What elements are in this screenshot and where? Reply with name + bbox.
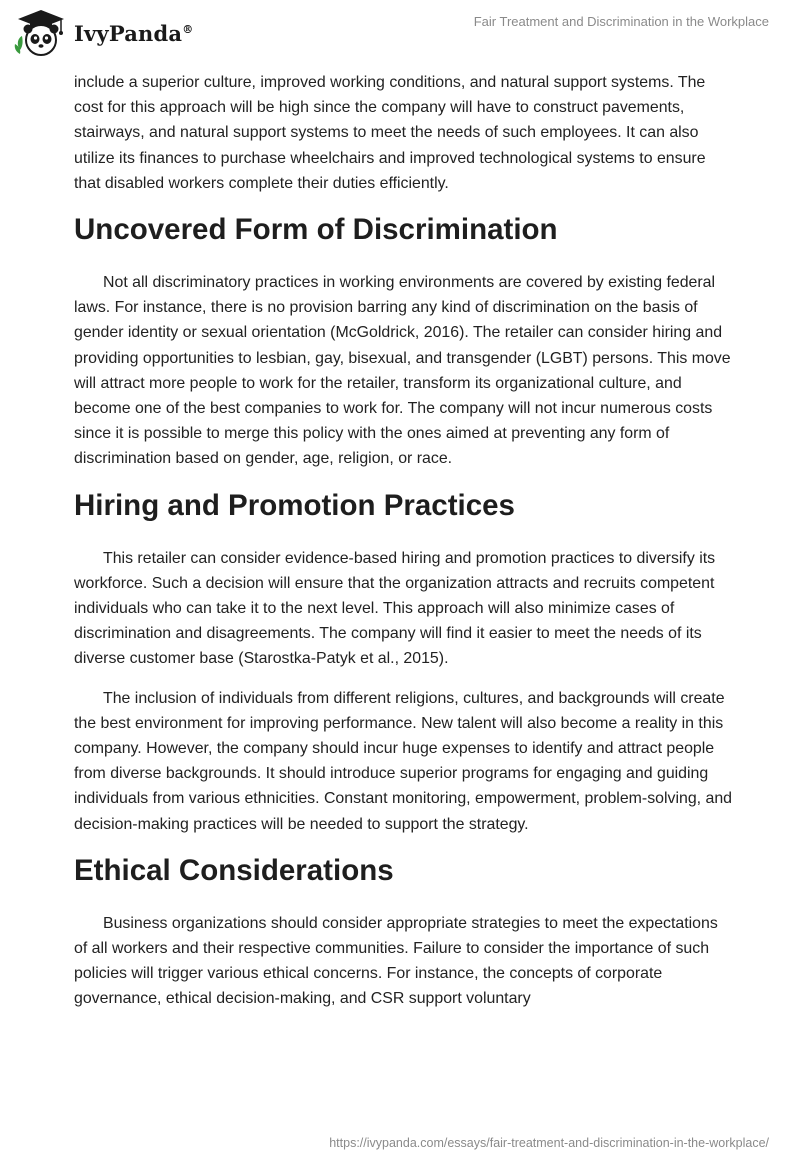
document-title: Fair Treatment and Discrimination in the Workplace [473,14,769,29]
paragraph: This retailer can consider evidence-based hiring and promotion practices to diversify its workforce. Such a decision will ensure that the organization attracts and recruits competent individuals who can take it to the next level. This approach will also minimize cases of discrimination and disagreements. The company will find it easier to meet the needs of its diverse customer base (Starostka-Patyk et al., 2015). [74,549,716,668]
paragraph: Not all discriminatory practices in working environments are covered by existing federal laws. For instance, there is no provision barring any kind of discrimination on the basis of gender identity or sexual orientation (McGoldrick, 2016). The retailer can consider hiring and providing opportunities to lesbian, gay, bisexual, and transgender (LGBT) persons. This move will attract more people to work for the retailer, transform its organizational culture, and become one of the best companies to work for. The company will not incur numerous costs since it is possible to merge this policy with the ones aimed at preventing any form of discrimination based on gender, age, religion, or race. [74,274,731,468]
source-url[interactable]: https://ivypanda.com/essays/fair-treatment-and-discrimination-in-the-workplace/ [329,1136,769,1150]
panda-graduate-icon [14,8,68,58]
section-heading-hiring: Hiring and Promotion Practices [74,488,515,522]
section-heading-uncovered: Uncovered Form of Discrimination [74,213,558,247]
page-header [0,0,800,70]
paragraph: The inclusion of individuals from different religions, cultures, and backgrounds will create the best environment for improving performance. New talent will also become a reality in this company. However, the company should incur huge expenses to identify and attract people from diverse backgrounds. It should introduce superior programs for engaging and guiding individuals from various ethnicities. Constant monitoring, empowerment, problem-solving, and decision-making practices will be needed to support the strategy. [74,689,733,833]
paragraph: Business organizations should consider appropriate strategies to meet the expectations of all workers and their respective communities. Failure to consider the importance of such policies will trigger various ethical concerns. For instance, the concepts of corporate governance, ethical decision-making, and CSR support voluntary [74,914,718,1008]
essay-content [74,70,734,1026]
logo[interactable] [14,8,193,58]
brand-name: IvyPanda® [74,20,194,46]
section-heading-ethical: Ethical Considerations [74,853,394,887]
paragraph: include a superior culture, improved working conditions, and natural support systems. The cost for this approach will be high since the company will have to construct pavements, stairways, and natural support systems to meet the needs of such employees. It can also utilize its finances to purchase wheelchairs and improved technological systems to ensure that disabled workers complete their duties efficiently. [74,74,706,192]
